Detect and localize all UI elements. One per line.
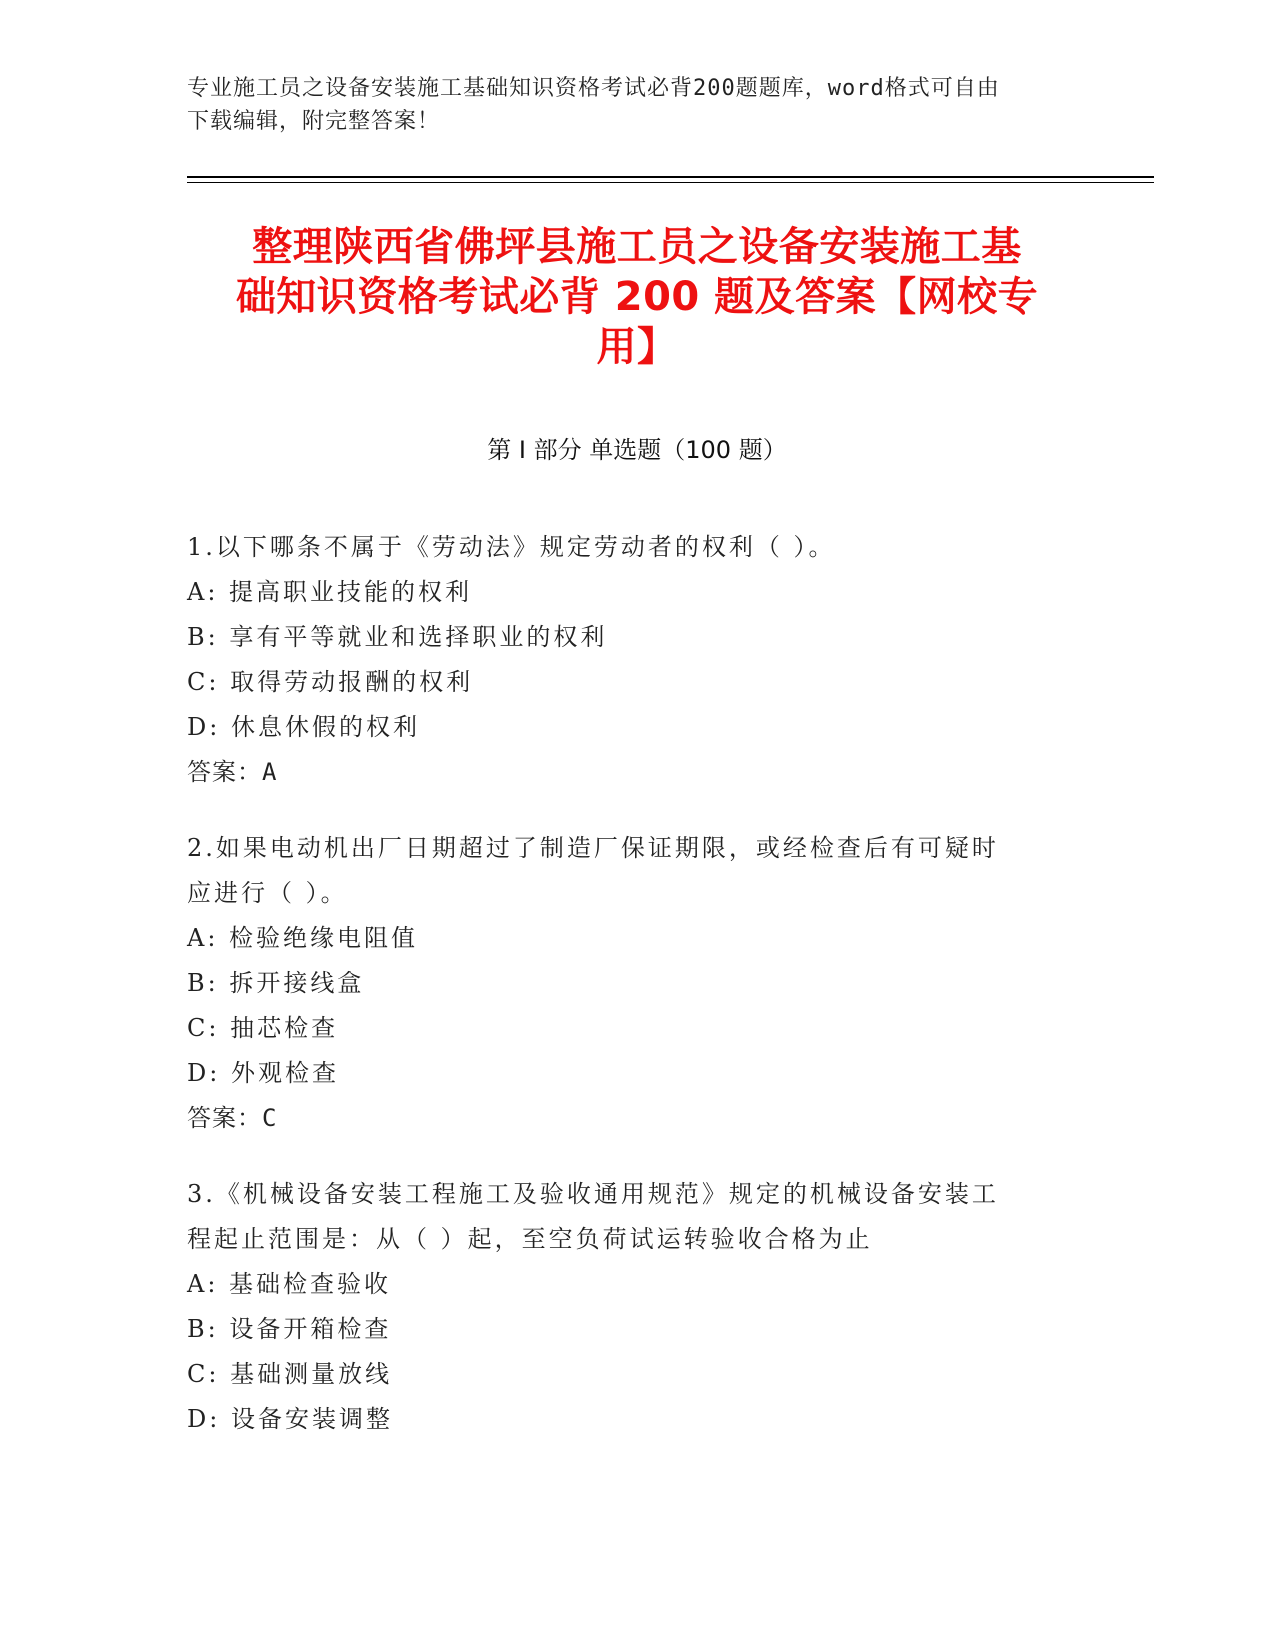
answer-value: A — [262, 758, 278, 786]
answer-line — [187, 750, 1067, 795]
question-stem: 1.以下哪条不属于《劳动法》规定劳动者的权利（ ）。 — [187, 533, 836, 561]
option-a: A: 检验绝缘电阻值 — [187, 924, 419, 952]
question-1 — [187, 525, 1067, 795]
option-b: B: 拆开接线盒 — [187, 969, 365, 997]
question-list — [187, 525, 1067, 1473]
answer-line — [187, 1096, 1067, 1141]
section-title: 第 I 部分 单选题（100 题） — [487, 436, 787, 464]
option-b: B: 享有平等就业和选择职业的权利 — [187, 623, 608, 651]
document-title — [187, 222, 1087, 372]
title-line-2: 础知识资格考试必背 200 题及答案【网校专 — [235, 274, 1039, 320]
intro-line-1: 专业施工员之设备安装施工基础知识资格考试必背200题题库，word格式可自由 — [187, 76, 1000, 101]
option-c: C: 抽芯检查 — [187, 1014, 339, 1042]
option-c: C: 取得劳动报酬的权利 — [187, 668, 474, 696]
title-line-1: 整理陕西省佛坪县施工员之设备安装施工基 — [252, 224, 1022, 270]
intro-line-2: 下载编辑，附完整答案！ — [187, 109, 441, 134]
option-b: B: 设备开箱检查 — [187, 1315, 392, 1343]
option-d: D: 设备安装调整 — [187, 1405, 393, 1433]
question-stem-line-2: 应进行（ ）。 — [187, 879, 348, 907]
question-2 — [187, 826, 1067, 1141]
option-c: C: 基础测量放线 — [187, 1360, 393, 1388]
option-a: A: 提高职业技能的权利 — [187, 578, 473, 606]
answer-label: 答案： — [187, 758, 262, 786]
question-stem-line-2: 程起止范围是：从（ ）起，至空负荷试运转验收合格为止 — [187, 1225, 873, 1253]
question-3 — [187, 1172, 1067, 1442]
title-line-3: 用】 — [596, 324, 678, 370]
answer-label: 答案： — [187, 1104, 262, 1132]
answer-value: C — [262, 1104, 278, 1132]
question-stem-line-1: 2.如果电动机出厂日期超过了制造厂保证期限，或经检查后有可疑时 — [187, 834, 999, 862]
option-d: D: 休息休假的权利 — [187, 713, 420, 741]
option-a: A: 基础检查验收 — [187, 1270, 392, 1298]
question-stem-line-1: 3.《机械设备安装工程施工及验收通用规范》规定的机械设备安装工 — [187, 1180, 999, 1208]
option-d: D: 外观检查 — [187, 1059, 339, 1087]
header-divider-thin — [187, 182, 1154, 183]
document-intro — [187, 72, 1067, 138]
header-divider-thick — [187, 176, 1154, 178]
